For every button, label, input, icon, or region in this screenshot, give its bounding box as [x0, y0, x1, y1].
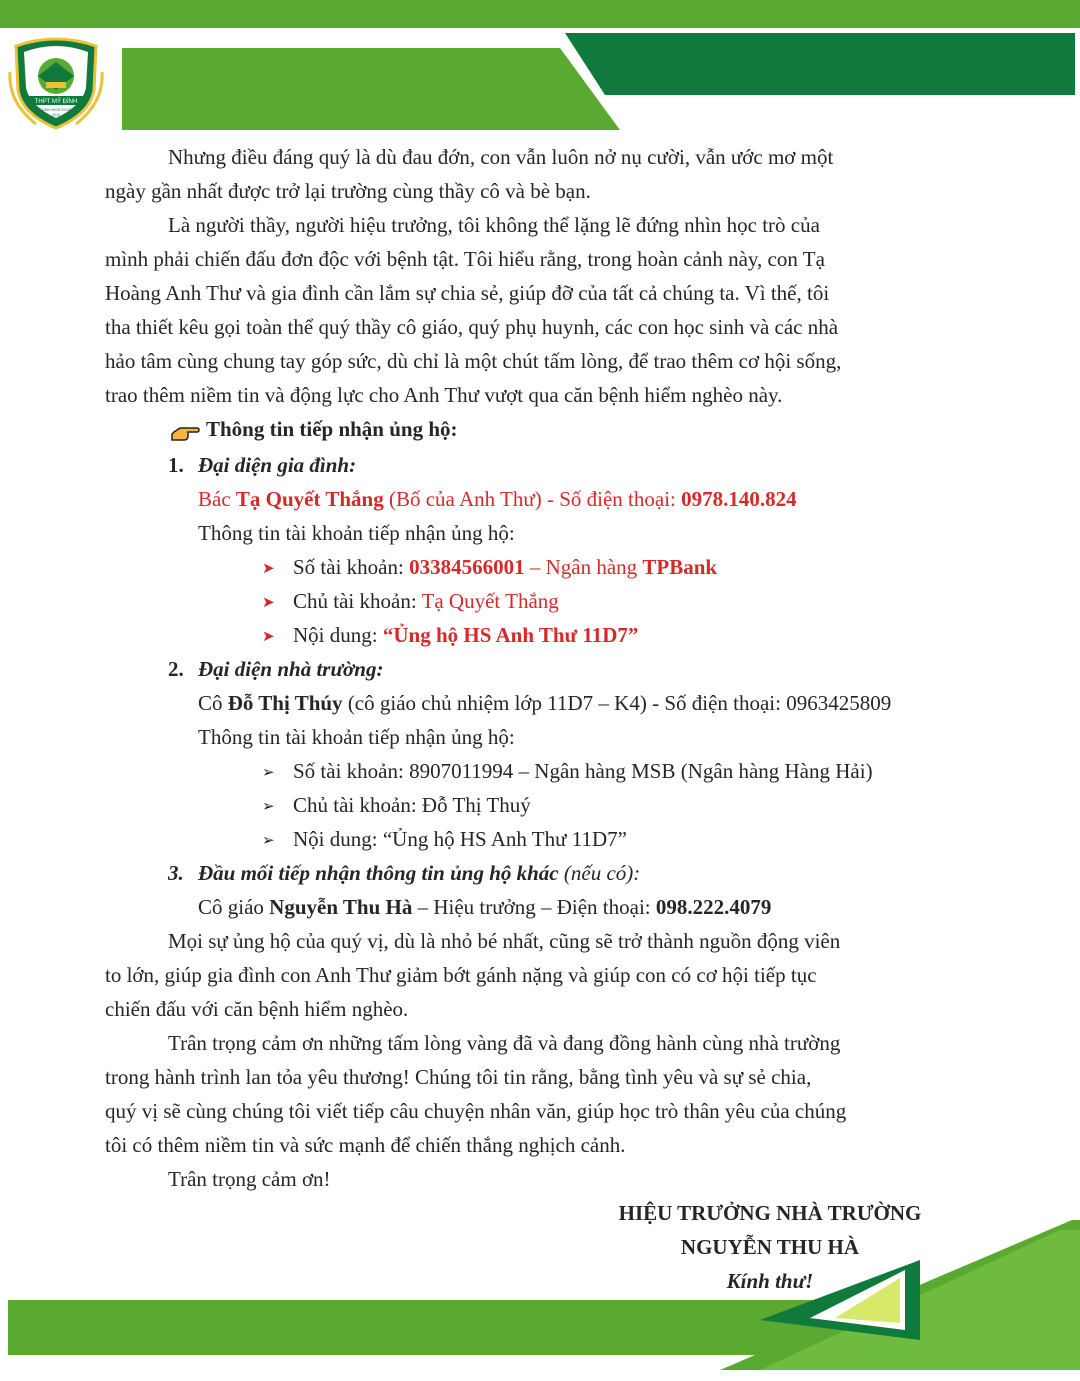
info-heading: Thông tin tiếp nhận ủng hộ: — [206, 417, 458, 441]
paragraph-5: Trân trọng cảm ơn! — [168, 1167, 331, 1191]
section-3-title-suffix: (nếu có): — [558, 861, 641, 885]
paragraph-4-line-3: quý vị sẽ cùng chúng tôi viết tiếp câu chuyện nhân văn, giúp học trò thân yêu của chúng — [105, 1099, 847, 1123]
section-1-acc-label: Số tài khoản: — [293, 555, 410, 579]
header-decoration — [0, 0, 1080, 140]
logo-sub: MY DINH HIGH SCHOOL — [35, 108, 77, 112]
logo-name: THPT MỸ ĐÌNH — [34, 99, 78, 105]
arrow-bullet-icon: ➤ — [262, 627, 275, 645]
arrow-bullet-icon: ➢ — [262, 831, 275, 849]
paragraph-2-line-3: Hoàng Anh Thư và gia đình cần lắm sự chia sẻ, giúp đỡ của tất cả chúng ta. Vì thế, tôi — [105, 281, 830, 305]
section-1-content-label: Nội dung: — [293, 623, 383, 647]
signature-title: HIỆU TRƯỞNG NHÀ TRƯỜNG — [618, 1201, 922, 1225]
paragraph-1-line-2: ngày gần nhất được trở lại trường cùng thầy cô và bè bạn. — [105, 179, 591, 203]
section-1-prefix: Bác — [198, 487, 236, 511]
arrow-bullet-icon: ➤ — [262, 593, 275, 611]
arrow-bullet-icon: ➤ — [262, 559, 275, 577]
section-1-contact-line — [198, 482, 797, 516]
section-2-content-line: Nội dung: “Ủng hộ HS Anh Thư 11D7” — [293, 827, 627, 851]
section-2-account-line: Số tài khoản: 8907011994 – Ngân hàng MSB (Ngân hàng Hàng Hải) — [293, 759, 873, 783]
section-2-holder-line: Chủ tài khoản: Đỗ Thị Thuý — [293, 793, 531, 817]
section-1-holder-line — [293, 584, 559, 618]
paragraph-3-line-1: Mọi sự ủng hộ của quý vị, dù là nhỏ bé nhất, cũng sẽ trở thành nguồn động viên — [168, 929, 841, 953]
paragraph-4-line-4: tôi có thêm niềm tin và sức mạnh để chiến thắng nghịch cảnh. — [105, 1133, 626, 1157]
section-3-prefix: Cô giáo — [198, 895, 270, 919]
section-1-phone: 0978.140.824 — [681, 487, 797, 511]
paragraph-4-line-2: trong hành trình lan tỏa yêu thương! Chúng tôi tin rằng, bằng tình yêu và sự sẻ chia, — [105, 1065, 812, 1089]
section-1-name: Tạ Quyết Thắng — [235, 487, 384, 511]
section-1-content: “Ủng hộ HS Anh Thư 11D7” — [382, 623, 639, 647]
section-3-name: Nguyễn Thu Hà — [269, 895, 413, 919]
arrow-bullet-icon: ➢ — [262, 797, 275, 815]
section-1-bank: TPBank — [642, 555, 718, 579]
pointing-hand-icon — [170, 420, 200, 444]
section-1-account-line — [293, 550, 717, 584]
arrow-bullet-icon: ➢ — [262, 763, 275, 781]
school-logo — [6, 32, 106, 132]
section-2-prefix: Cô — [198, 691, 228, 715]
section-2-number: 2. — [168, 657, 184, 681]
logo-year: 2010 — [52, 113, 60, 117]
section-1-number: 1. — [168, 453, 184, 477]
section-1-relation: (Bố của Anh Thư) - Số điện thoại: — [383, 487, 682, 511]
section-2-name: Đỗ Thị Thúy — [227, 691, 343, 715]
section-1-content-line — [293, 618, 638, 652]
section-2-contact-line — [198, 686, 891, 720]
header-light-green-band — [122, 48, 620, 130]
section-1-title: Đại diện gia đình: — [198, 453, 357, 477]
section-1-account-intro: Thông tin tài khoản tiếp nhận ủng hộ: — [198, 521, 515, 545]
paragraph-4-line-1: Trân trọng cảm ơn những tấm lòng vàng đã và đang đồng hành cùng nhà trường — [168, 1031, 841, 1055]
section-2-title: Đại diện nhà trường: — [198, 657, 384, 681]
section-1-holder: Tạ Quyết Thắng — [421, 589, 559, 613]
signature-name: NGUYỄN THU HÀ — [680, 1235, 860, 1259]
paragraph-2-line-5: hảo tâm cùng chung tay góp sức, dù chỉ là một chút tấm lòng, để trao thêm cơ hội sống, — [105, 349, 842, 373]
section-2-rest: (cô giáo chủ nhiệm lớp 11D7 – K4) - Số điện thoại: 0963425809 — [342, 691, 892, 715]
paragraph-2-line-1: Là người thầy, người hiệu trưởng, tôi không thể lặng lẽ đứng nhìn học trò của — [168, 213, 820, 237]
section-3-contact-line — [198, 890, 771, 924]
paragraph-1-line-1: Nhưng điều đáng quý là dù đau đớn, con vẫn luôn nở nụ cười, vẫn ước mơ một — [168, 145, 834, 169]
section-1-bank-prefix: – Ngân hàng — [524, 555, 643, 579]
paragraph-2-line-6: trao thêm niềm tin và động lực cho Anh Thư vượt qua căn bệnh hiểm nghèo này. — [105, 383, 783, 407]
header-dark-green-band — [565, 33, 1075, 95]
paragraph-2-line-2: mình phải chiến đấu đơn độc với bệnh tật. Tôi hiểu rằng, trong hoàn cảnh này, con Tạ — [105, 247, 825, 271]
signature-closing: Kính thư! — [726, 1269, 814, 1293]
paragraph-3-line-2: to lớn, giúp gia đình con Anh Thư giảm bớt gánh nặng và giúp con có cơ hội tiếp tục — [105, 963, 817, 987]
section-2-account-intro: Thông tin tài khoản tiếp nhận ủng hộ: — [198, 725, 515, 749]
section-3-title-line — [198, 856, 640, 890]
section-3-mid: – Hiệu trưởng – Điện thoại: — [412, 895, 656, 919]
section-1-acc-number: 03384566001 — [409, 555, 525, 579]
section-3-title: Đầu mối tiếp nhận thông tin ủng hộ khác — [198, 861, 559, 885]
paragraph-3-line-3: chiến đấu với căn bệnh hiểm nghèo. — [105, 997, 409, 1021]
section-3-number: 3. — [168, 861, 184, 885]
section-3-phone: 098.222.4079 — [655, 895, 772, 919]
paragraph-2-line-4: tha thiết kêu gọi toàn thể quý thầy cô giáo, quý phụ huynh, các con học sinh và các nhà — [105, 315, 839, 339]
section-1-holder-label: Chủ tài khoản: — [293, 589, 422, 613]
